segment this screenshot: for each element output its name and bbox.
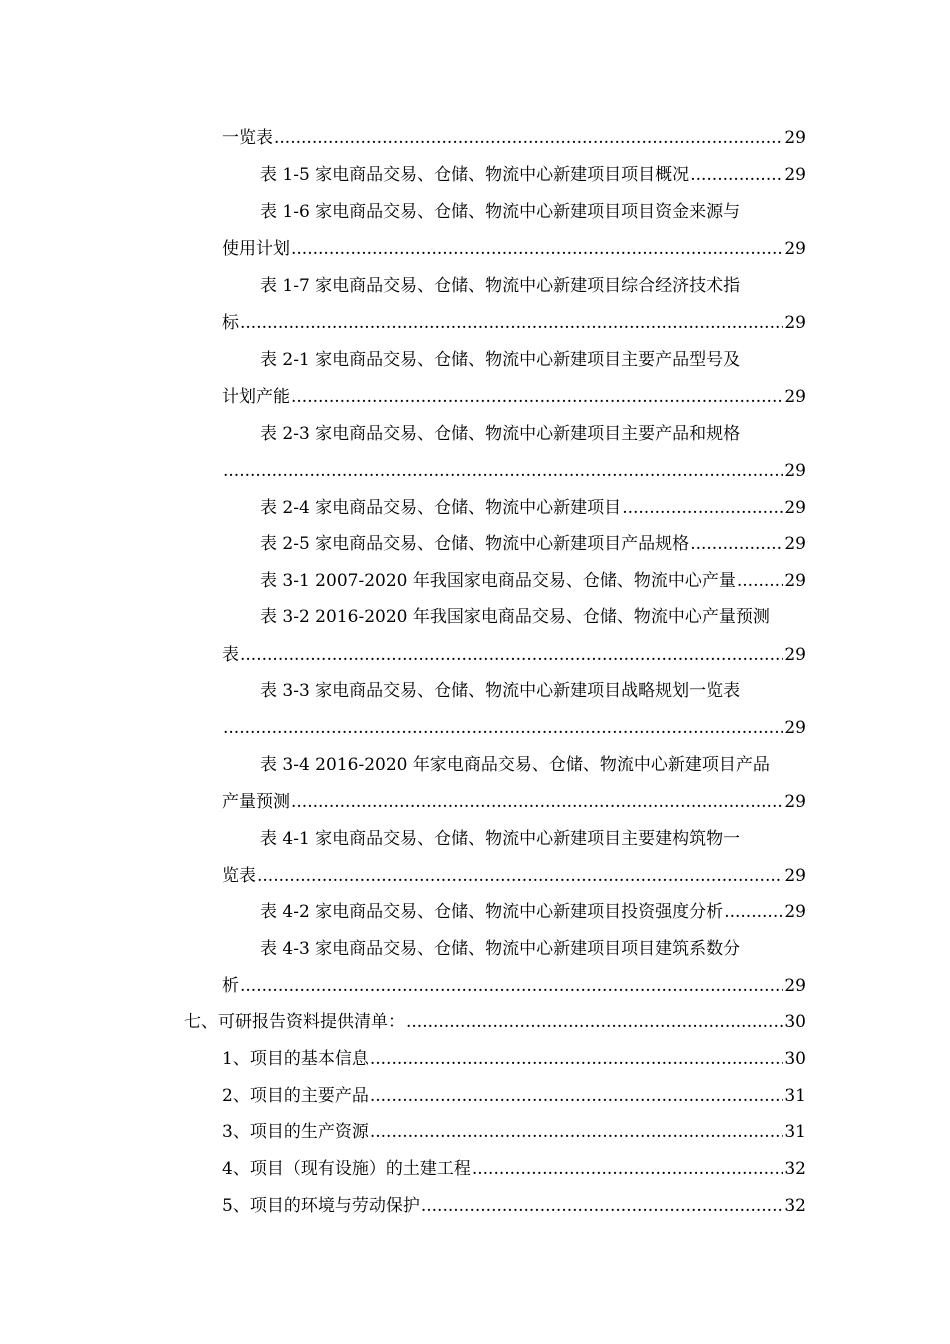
toc-page-number: 29 xyxy=(784,571,806,591)
toc-entry-section-7-5[interactable] xyxy=(222,1194,806,1218)
toc-entry-table-3-1[interactable] xyxy=(260,569,806,593)
toc-entry-text: 表 1-5 家电商品交易、仓储、物流中心新建项目项目概况 xyxy=(260,165,690,185)
toc-entry-text: 产量预测 xyxy=(222,792,290,812)
toc-page-number: 29 xyxy=(784,534,806,554)
dot-leader xyxy=(406,1010,783,1034)
toc-entry-text: 使用计划 xyxy=(222,239,290,259)
toc-entry-table-3-2-line1[interactable] xyxy=(260,605,806,629)
dot-leader xyxy=(472,1157,784,1181)
dot-leader xyxy=(370,1047,784,1071)
dot-leader xyxy=(370,1120,784,1144)
dot-leader xyxy=(690,163,783,187)
toc-entry-text: 览表 xyxy=(222,866,256,886)
toc-entry-table-3-3-line1[interactable] xyxy=(260,679,806,703)
dot-leader xyxy=(690,532,783,556)
toc-page-number: 29 xyxy=(784,645,806,665)
toc-page-number: 32 xyxy=(784,1196,806,1216)
toc-entry-table-2-3-line2[interactable] xyxy=(222,459,806,483)
toc-page-number: 29 xyxy=(784,976,806,996)
toc-entry-text: 表 3-4 2016-2020 年家电商品交易、仓储、物流中心新建项目产品 xyxy=(260,755,770,775)
toc-page-number: 29 xyxy=(784,128,806,148)
toc-entry-table-1-7-line1[interactable] xyxy=(260,274,806,298)
toc-entry-text: 计划产能 xyxy=(222,387,290,407)
toc-entry-text: 表 1-7 家电商品交易、仓储、物流中心新建项目综合经济技术指 xyxy=(260,276,741,296)
toc-entry-table-3-3-line2[interactable] xyxy=(222,716,806,740)
toc-entry-table-3-4-line2[interactable] xyxy=(222,790,806,814)
dot-leader xyxy=(257,864,783,888)
toc-entry-text: 表 4-1 家电商品交易、仓储、物流中心新建项目主要建构筑物一 xyxy=(260,829,741,849)
toc-entry-text: 表 2-4 家电商品交易、仓储、物流中心新建项目 xyxy=(260,498,622,518)
toc-entry-text: 表 4-2 家电商品交易、仓储、物流中心新建项目投资强度分析 xyxy=(260,902,724,922)
toc-entry-table-4-1-line2[interactable] xyxy=(222,864,806,888)
toc-entry-text: 4、项目（现有设施）的土建工程 xyxy=(222,1159,471,1179)
toc-entry-text: 表 2-3 家电商品交易、仓储、物流中心新建项目主要产品和规格 xyxy=(260,424,741,444)
dot-leader xyxy=(240,974,783,998)
toc-entry-text: 表 xyxy=(222,645,239,665)
toc-entry-overview-table[interactable] xyxy=(222,126,806,150)
toc-entry-table-1-5[interactable] xyxy=(260,163,806,187)
toc-entry-text: 一览表 xyxy=(222,128,273,148)
toc-entry-table-2-1-line1[interactable] xyxy=(260,348,806,372)
toc-entry-table-2-4[interactable] xyxy=(260,496,806,520)
toc-entry-table-2-1-line2[interactable] xyxy=(222,385,806,409)
toc-page-number: 30 xyxy=(784,1049,806,1069)
dot-leader xyxy=(223,716,783,740)
toc-entry-table-3-2-line2[interactable] xyxy=(222,643,806,667)
toc-page-number: 31 xyxy=(784,1122,806,1142)
toc-entry-table-1-6-line1[interactable] xyxy=(260,200,806,224)
dot-leader xyxy=(291,385,783,409)
toc-entry-text: 析 xyxy=(222,976,239,996)
toc-page-number: 29 xyxy=(784,792,806,812)
toc-entry-text: 七、可研报告资料提供清单： xyxy=(184,1012,405,1032)
toc-page-number: 29 xyxy=(784,387,806,407)
toc-page-number: 29 xyxy=(784,498,806,518)
dot-leader xyxy=(737,569,784,593)
toc-entry-section-7-3[interactable] xyxy=(222,1120,806,1144)
dot-leader xyxy=(724,900,783,924)
toc-entry-table-4-1-line1[interactable] xyxy=(260,827,806,851)
toc-entry-table-4-3-line1[interactable] xyxy=(260,937,806,961)
toc-entry-section-7[interactable] xyxy=(184,1010,806,1034)
dot-leader xyxy=(370,1084,784,1108)
toc-entry-text: 5、项目的环境与劳动保护 xyxy=(222,1196,420,1216)
toc-entry-text: 表 3-2 2016-2020 年我国家电商品交易、仓储、物流中心产量预测 xyxy=(260,607,770,627)
toc-entry-section-7-1[interactable] xyxy=(222,1047,806,1071)
dot-leader xyxy=(622,496,783,520)
toc-entry-table-2-3-line1[interactable] xyxy=(260,422,806,446)
dot-leader xyxy=(421,1194,784,1218)
toc-entry-text: 1、项目的基本信息 xyxy=(222,1049,369,1069)
dot-leader xyxy=(291,237,783,261)
toc-page-number: 29 xyxy=(784,718,806,738)
toc-entry-table-4-3-line2[interactable] xyxy=(222,974,806,998)
toc-entry-section-7-2[interactable] xyxy=(222,1084,806,1108)
dot-leader xyxy=(223,459,783,483)
toc-entry-text: 3、项目的生产资源 xyxy=(222,1122,369,1142)
toc-entry-table-3-4-line1[interactable] xyxy=(260,753,806,777)
toc-entry-text: 表 2-5 家电商品交易、仓储、物流中心新建项目产品规格 xyxy=(260,534,690,554)
toc-entry-text: 标 xyxy=(222,313,239,333)
toc-page-number: 32 xyxy=(784,1159,806,1179)
dot-leader xyxy=(240,311,783,335)
toc-entry-table-2-5[interactable] xyxy=(260,532,806,556)
toc-entry-table-1-6-line2[interactable] xyxy=(222,237,806,261)
toc-page-number: 29 xyxy=(784,866,806,886)
dot-leader xyxy=(291,790,783,814)
toc-page-number: 29 xyxy=(784,239,806,259)
toc-page-number: 29 xyxy=(784,313,806,333)
toc-entry-table-4-2[interactable] xyxy=(260,900,806,924)
toc-page-number: 29 xyxy=(784,902,806,922)
toc-entry-text: 表 4-3 家电商品交易、仓储、物流中心新建项目项目建筑系数分 xyxy=(260,939,741,959)
toc-entry-section-7-4[interactable] xyxy=(222,1157,806,1181)
toc-entry-text: 表 2-1 家电商品交易、仓储、物流中心新建项目主要产品型号及 xyxy=(260,350,741,370)
dot-leader xyxy=(240,643,783,667)
toc-entry-table-1-7-line2[interactable] xyxy=(222,311,806,335)
dot-leader xyxy=(274,126,783,150)
toc-entry-text: 表 3-1 2007-2020 年我国家电商品交易、仓储、物流中心产量 xyxy=(260,571,736,591)
toc-page-number: 29 xyxy=(784,165,806,185)
toc-entry-text: 2、项目的主要产品 xyxy=(222,1086,369,1106)
toc-page-number: 29 xyxy=(784,461,806,481)
toc-entry-text: 表 3-3 家电商品交易、仓储、物流中心新建项目战略规划一览表 xyxy=(260,681,741,701)
toc-page-number: 30 xyxy=(784,1012,806,1032)
toc-entry-text: 表 1-6 家电商品交易、仓储、物流中心新建项目项目资金来源与 xyxy=(260,202,741,222)
toc-page-number: 31 xyxy=(784,1086,806,1106)
